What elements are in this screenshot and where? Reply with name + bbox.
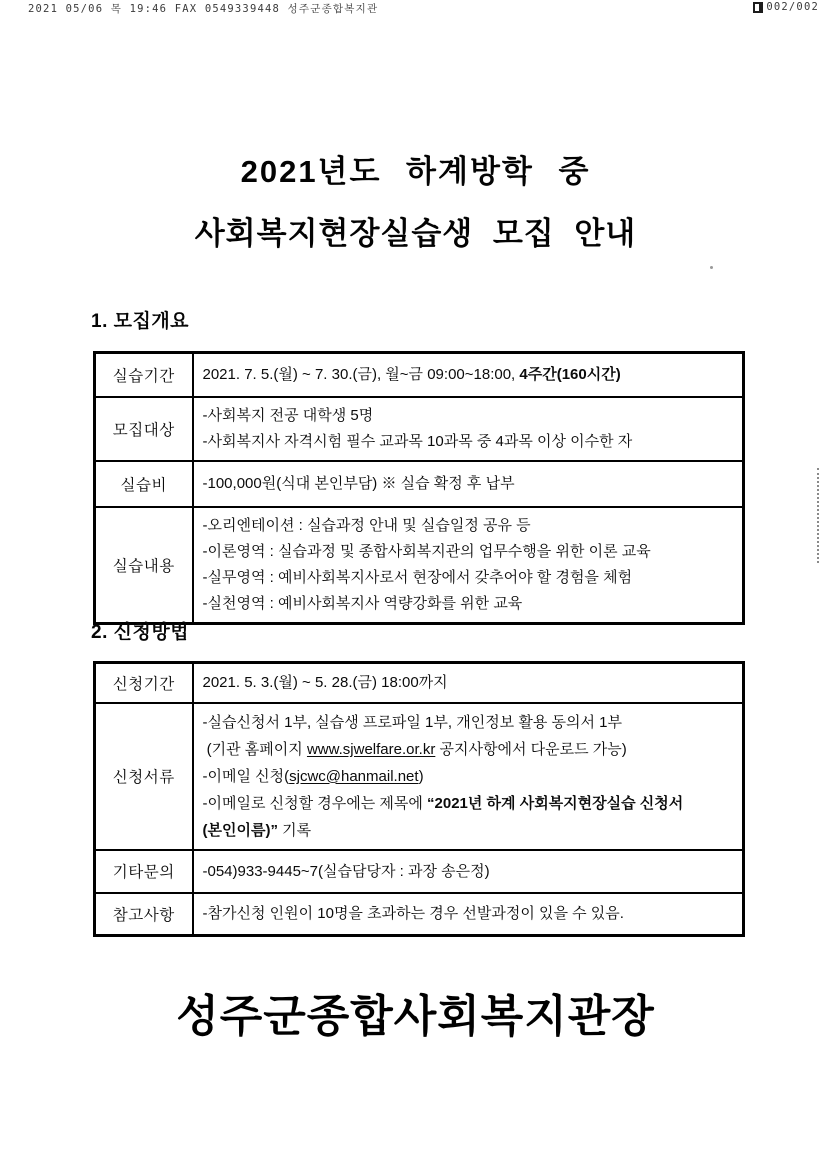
text-segment: -실천영역 : 예비사회복지사 역량강화를 위한 교육: [202, 594, 523, 612]
table-line: [203, 471, 735, 497]
text-segment: 2021. 5. 3.(월) ~ 5. 28.(금) 18:00까지: [202, 674, 448, 692]
table-row-recruitment-target: [95, 397, 744, 461]
table-line: [203, 513, 735, 539]
text-segment: -054)933-9445~7(실습담당자 : 과장 송은정): [202, 862, 490, 880]
document-title-line2: 사회복지현장실습생 모집 안내: [194, 216, 637, 251]
table-line: [203, 709, 735, 736]
text-segment: 기록: [277, 821, 312, 839]
text-segment: -사회복지 전공 대학생 5명: [202, 406, 374, 424]
table-line: [203, 817, 735, 844]
row-value: [193, 397, 744, 461]
text-segment: -실무영역 : 예비사회복지사로서 현장에서 갖추어야 할 경험을 체험: [202, 568, 633, 586]
table-line: [203, 429, 735, 455]
table-line: [203, 565, 735, 591]
overview-table: [93, 351, 745, 625]
document-page-icon: [753, 2, 763, 13]
application-table: [93, 661, 745, 937]
section-heading-application-method: 2. 신청방법: [91, 622, 190, 643]
row-label: 실습내용: [95, 507, 193, 624]
row-value: [193, 850, 744, 893]
text-segment: -이론영역 : 실습과정 및 종합사회복지관의 업무수행을 위한 이론 교육: [202, 542, 651, 560]
section-heading-recruitment-overview: 1. 모집개요: [91, 311, 190, 332]
text-segment: -이메일로 신청할 경우에는 제목에: [202, 794, 428, 812]
row-value: [193, 461, 744, 507]
table-line: [203, 539, 735, 565]
text-segment: -실습신청서 1부, 실습생 프로파일 1부, 개인정보 활용 동의서 1부: [202, 713, 622, 731]
scan-artifact-dotted-line: [817, 468, 819, 563]
text-segment: 2021. 7. 5.(월) ~ 7. 30.(금), 월~금 09:00~18:00,: [202, 365, 520, 383]
document-title: [0, 146, 831, 253]
text-segment: “2021년 하계 사회복지현장실습 신청서: [427, 794, 684, 812]
signature-director-title: 성주군종합사회복지관장: [176, 992, 655, 1041]
text-segment: (기관 홈페이지: [202, 740, 307, 758]
text-segment: -사회복지사 자격시험 필수 교과목 10과목 중 4과목 이상 이수한 자: [202, 432, 633, 450]
text-segment: ): [418, 767, 424, 785]
text-segment: 4주간(160시간): [519, 365, 621, 383]
scan-artifact-speck: [710, 266, 713, 269]
table-row-other-inquiries: [95, 850, 744, 893]
text-segment: 공지사항에서 다운로드 가능): [435, 740, 627, 758]
row-value: [193, 507, 744, 624]
table-line: [203, 790, 735, 817]
fax-header-timestamp: 2021 05/06 목 19:46 FAX 0549339448 성주군종합복지관: [28, 3, 379, 15]
fax-page-count: 002/002: [766, 1, 819, 13]
table-line: [203, 763, 735, 790]
row-label: 신청기간: [95, 663, 193, 703]
url-text: www.sjwelfare.or.kr: [306, 740, 436, 758]
text-segment: -100,000원(식대 본인부담) ※ 실습 확정 후 납부: [202, 474, 515, 492]
table-line: [203, 403, 735, 429]
row-value: [193, 663, 744, 703]
table-line: [203, 900, 735, 927]
table-row-practice-fee: [95, 461, 744, 507]
email-text: sjcwc@hanmail.net: [289, 767, 419, 785]
fax-header: [28, 1, 819, 16]
row-label: 실습비: [95, 461, 193, 507]
table-line: [203, 362, 735, 388]
row-label: 실습기간: [95, 353, 193, 397]
table-line: [203, 591, 735, 617]
text-segment: -참가신청 인원이 10명을 초과하는 경우 선발과정이 있을 수 있음.: [202, 905, 624, 923]
row-label: 모집대상: [95, 397, 193, 461]
table-row-notes: [95, 893, 744, 936]
table-line: [203, 858, 735, 885]
table-row-practice-content: [95, 507, 744, 624]
text-segment: (본인이름)”: [202, 821, 278, 839]
row-label: 신청서류: [95, 703, 193, 850]
table-row-application-documents: [95, 703, 744, 850]
table-line: [203, 669, 735, 696]
table-line: [203, 736, 735, 763]
row-value: [193, 703, 744, 850]
row-value: [193, 353, 744, 397]
row-value: [193, 893, 744, 936]
row-label: 기타문의: [95, 850, 193, 893]
text-segment: -이메일 신청(: [202, 767, 290, 785]
table-row-practice-period: [95, 353, 744, 397]
fax-page-indicator: [753, 1, 819, 13]
row-label: 참고사항: [95, 893, 193, 936]
document-title-line1: 2021년도 하계방학 중: [240, 154, 591, 189]
text-segment: -오리엔테이션 : 실습과정 안내 및 실습일정 공유 등: [202, 516, 531, 534]
table-row-application-period: [95, 663, 744, 703]
